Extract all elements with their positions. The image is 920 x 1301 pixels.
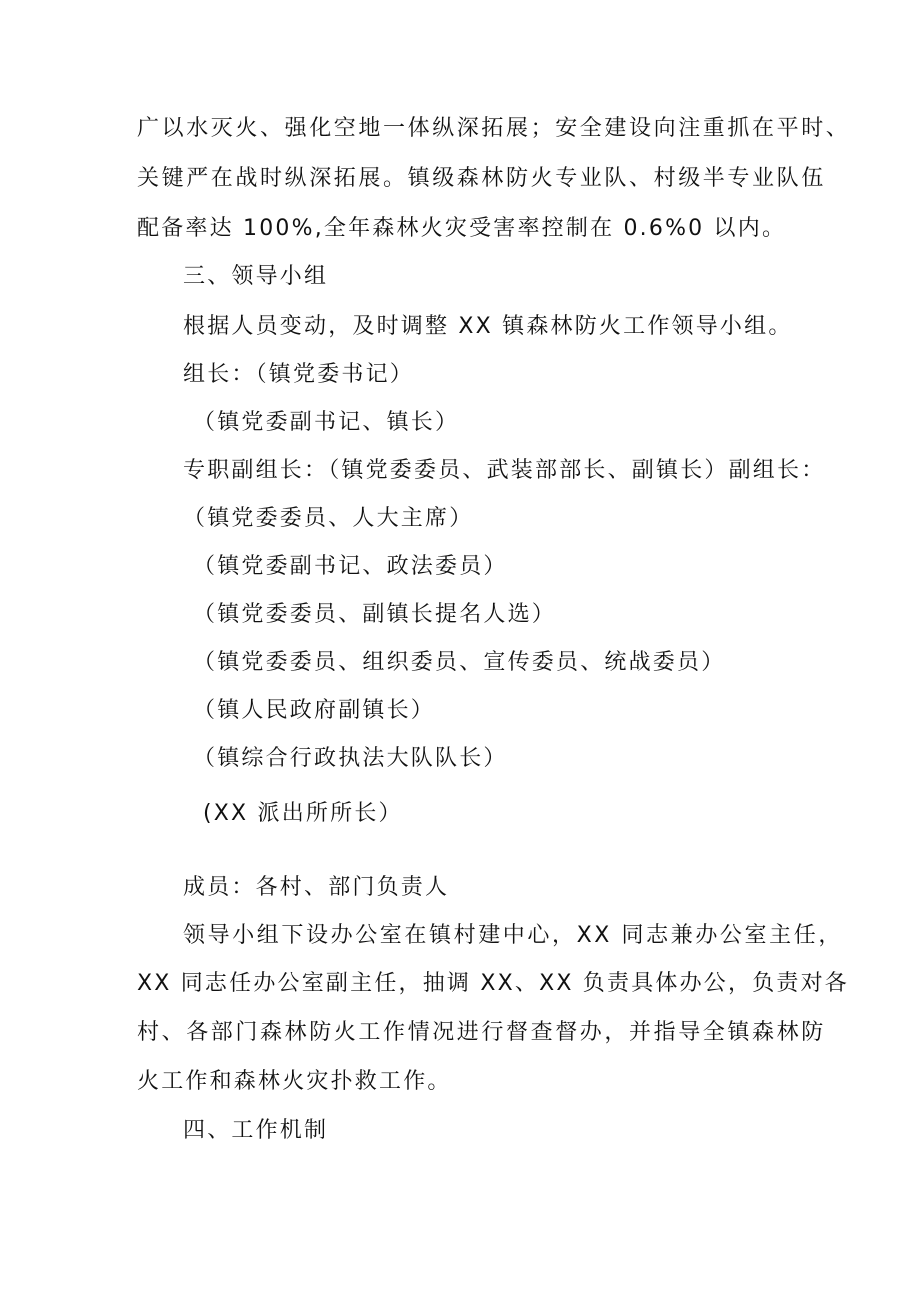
paragraph-line: 根据人员变动，及时调整 XX 镇森林防火工作领导小组。 bbox=[183, 314, 793, 339]
list-item: （镇党委委员、副镇长提名人选） bbox=[193, 602, 557, 627]
paragraph-line: 成员：各村、部门负责人 bbox=[183, 875, 450, 900]
list-item: (XX 派出所所长） bbox=[203, 801, 403, 826]
paragraph-line: 火工作和森林火灾扑救工作。 bbox=[137, 1069, 452, 1094]
paragraph-line: 关键严在战时纵深拓展。镇级森林防火专业队、村级半专业队伍 bbox=[137, 166, 826, 191]
list-item: （镇党委委员、组织委员、宣传委员、统战委员） bbox=[193, 650, 726, 675]
paragraph-line: XX 同志任办公室副主任，抽调 XX、XX 负责具体办公，负责对各 bbox=[137, 971, 850, 996]
section-heading: 四、工作机制 bbox=[183, 1118, 329, 1143]
list-item: （镇党委副书记、镇长） bbox=[193, 410, 460, 435]
list-item: （镇综合行政执法大队队长） bbox=[193, 746, 508, 771]
paragraph-line: 配备率达 100%,全年森林火灾受害率控制在 0.6%0 以内。 bbox=[137, 216, 787, 241]
list-item: （镇党委委员、人大主席） bbox=[183, 506, 474, 531]
list-item: （镇党委副书记、政法委员） bbox=[193, 554, 508, 579]
paragraph-line: 专职副组长：（镇党委委员、武装部部长、副镇长）副组长： bbox=[183, 458, 826, 483]
list-item: （镇人民政府副镇长） bbox=[193, 698, 436, 723]
paragraph-line: 村、各部门森林防火工作情况进行督查督办，并指导全镇森林防 bbox=[137, 1020, 826, 1045]
paragraph-line: 广以水灭火、强化空地一体纵深拓展；安全建设向注重抓在平时、 bbox=[137, 116, 851, 141]
paragraph-line: 领导小组下设办公室在镇村建中心，XX 同志兼办公室主任， bbox=[183, 923, 843, 948]
paragraph-line: 组长：（镇党委书记） bbox=[183, 362, 415, 387]
section-heading: 三、领导小组 bbox=[183, 264, 329, 289]
